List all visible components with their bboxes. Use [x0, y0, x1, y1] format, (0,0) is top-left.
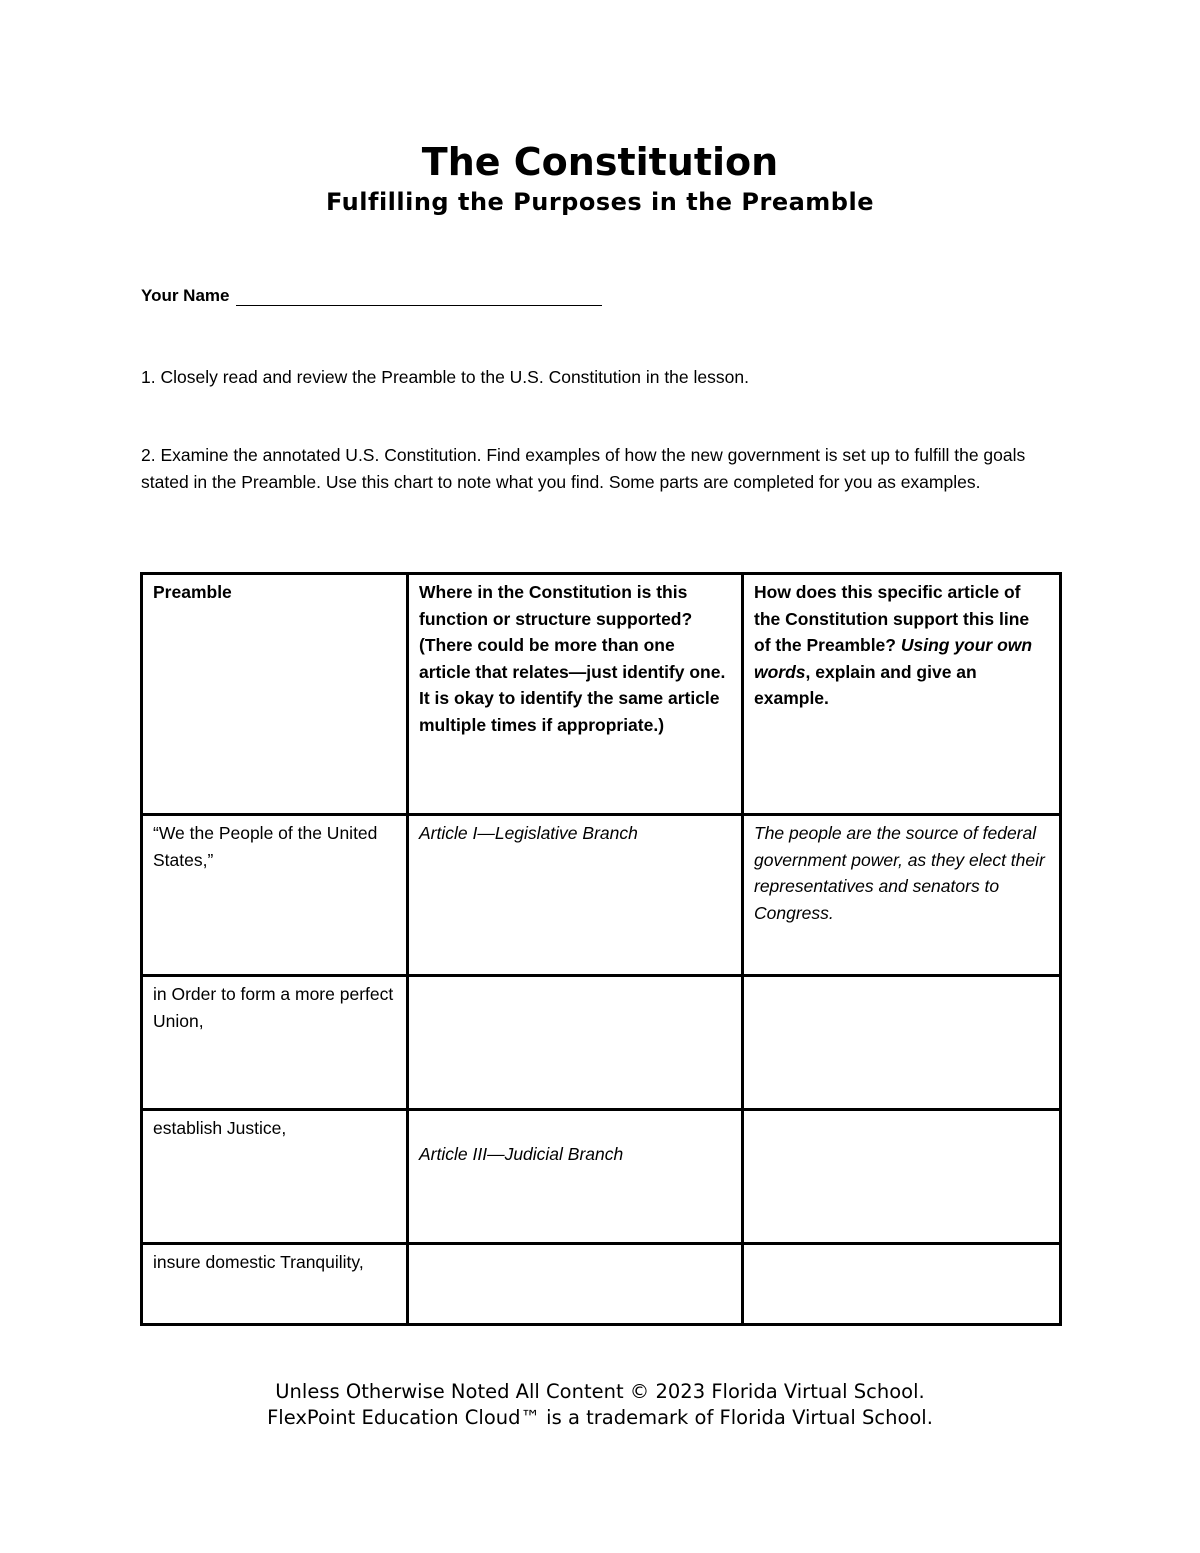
header-how-text-end: , explain and give an example. [754, 661, 977, 708]
explanation-cell[interactable]: The people are the source of federal government power, as they elect their representatives and senators to Congress. [743, 815, 1061, 976]
table-row [142, 1110, 1061, 1244]
header-where: Where in the Constitution is this function or structure supported? (There could be more than one article that relates—just identify one. It is okay to identify the same article multiple times if appropriate.) [408, 574, 743, 815]
preamble-chart [140, 572, 1062, 1326]
preamble-cell: establish Justice, [142, 1110, 408, 1244]
table-header-row [142, 574, 1061, 815]
header-how-italic: Using your own words [754, 635, 1033, 682]
preamble-cell: insure domestic Tranquility, [142, 1244, 408, 1325]
page-subtitle: Fulfilling the Purposes in the Preamble [325, 188, 874, 216]
copyright-notice: Unless Otherwise Noted All Content © 2023 Florida Virtual School. [275, 1380, 925, 1403]
name-label: Your Name [141, 286, 230, 305]
explanation-cell[interactable] [743, 976, 1061, 1110]
instruction-1: 1. Closely read and review the Preamble to the U.S. Constitution in the lesson. [141, 367, 749, 387]
header-how-text: How does this specific article of the Constitution support this line of the Preamble? [754, 582, 1030, 655]
article-cell[interactable] [408, 1244, 743, 1325]
trademark-notice: FlexPoint Education Cloud™ is a trademark of Florida Virtual School. [267, 1406, 933, 1429]
table-row [142, 976, 1061, 1110]
explanation-cell[interactable] [743, 1110, 1061, 1244]
header-how [743, 574, 1061, 815]
article-cell[interactable] [408, 976, 743, 1110]
name-field[interactable] [236, 287, 602, 306]
preamble-cell: in Order to form a more perfect Union, [142, 976, 408, 1110]
table-row [142, 1244, 1061, 1325]
table-row [142, 815, 1061, 976]
preamble-cell: “We the People of the United States,” [142, 815, 408, 976]
instruction-2: 2. Examine the annotated U.S. Constitution. Find examples of how the new government is set up to fulfill the goals stated in the Preamble. Use this chart to note what you find. Some parts are completed for you as examples. [141, 445, 1026, 492]
article-cell[interactable]: Article I—Legislative Branch [408, 815, 743, 976]
name-row [141, 286, 602, 306]
page-title: The Constitution [421, 140, 779, 184]
article-cell[interactable]: Article III—Judicial Branch [408, 1110, 743, 1244]
explanation-cell[interactable] [743, 1244, 1061, 1325]
header-preamble: Preamble [142, 574, 408, 815]
